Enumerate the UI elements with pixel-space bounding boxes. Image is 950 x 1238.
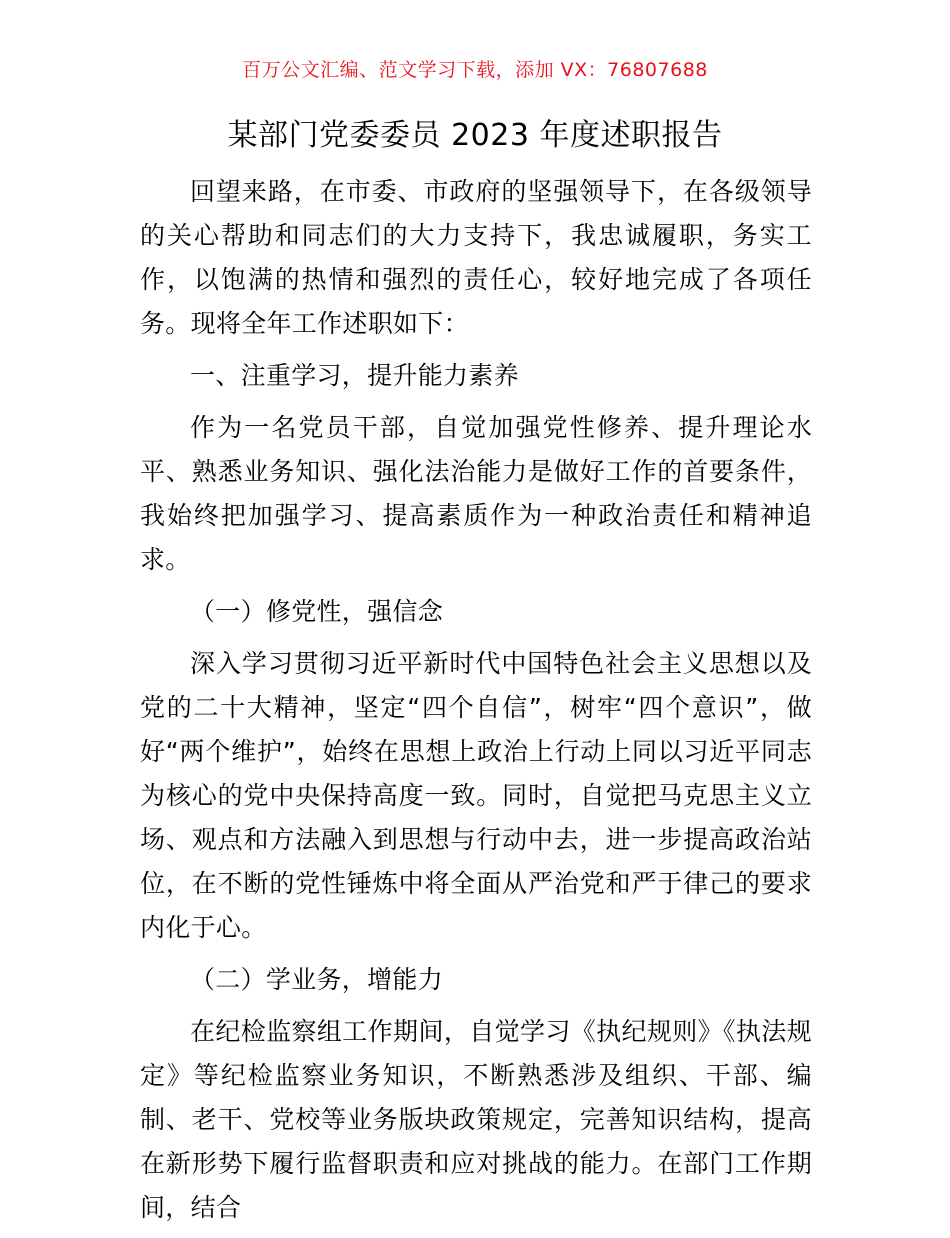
watermark-text: 百万公文汇编、范文学习下载，添加 VX：76807688 (242, 59, 708, 81)
paragraph-subsection-2: 在纪检监察组工作期间，自觉学习《执纪规则》《执法规定》等纪检监察业务知识，不断熟悉涉及组织、干部、编制、老干、党校等业务版块政策规定，完善知识结构，提高在新形势下履行监督职责和应对挑战的能力。在部门工作期间，结合 (140, 1017, 812, 1222)
section-heading-1: 一、注重学习，提升能力素养 (190, 361, 519, 390)
document-title: 某部门党委委员 2023 年度述职报告 (227, 118, 723, 153)
paragraph-section-1: 作为一名党员干部，自觉加强党性修养、提升理论水平、熟悉业务知识、强化法治能力是做好工作的首要条件，我始终把加强学习、提高素质作为一种政治责任和精神追求。 (140, 413, 812, 574)
paragraph-intro: 回望来路，在市委、市政府的坚强领导下，在各级领导的关心帮助和同志们的大力支持下，我忠诚履职，务实工作，以饱满的热情和强烈的责任心，较好地完成了各项任务。现将全年工作述职如下： (140, 177, 812, 338)
subsection-heading-1: （一）修党性，强信念 (190, 597, 444, 626)
subsection-heading-2: （二）学业务，增能力 (190, 965, 444, 994)
paragraph-subsection-1: 深入学习贯彻习近平新时代中国特色社会主义思想以及党的二十大精神，坚定“四个自信”，树牢“四个意识”，做好“两个维护”，始终在思想上政治上行动上同以习近平同志为核心的党中央保持高度一致。同时，自觉把马克思主义立场、观点和方法融入到思想与行动中去，进一步提高政治站位，在不断的党性锤炼中将全面从严治党和严于律己的要求内化于心。 (140, 649, 812, 942)
document-body (140, 170, 812, 1238)
